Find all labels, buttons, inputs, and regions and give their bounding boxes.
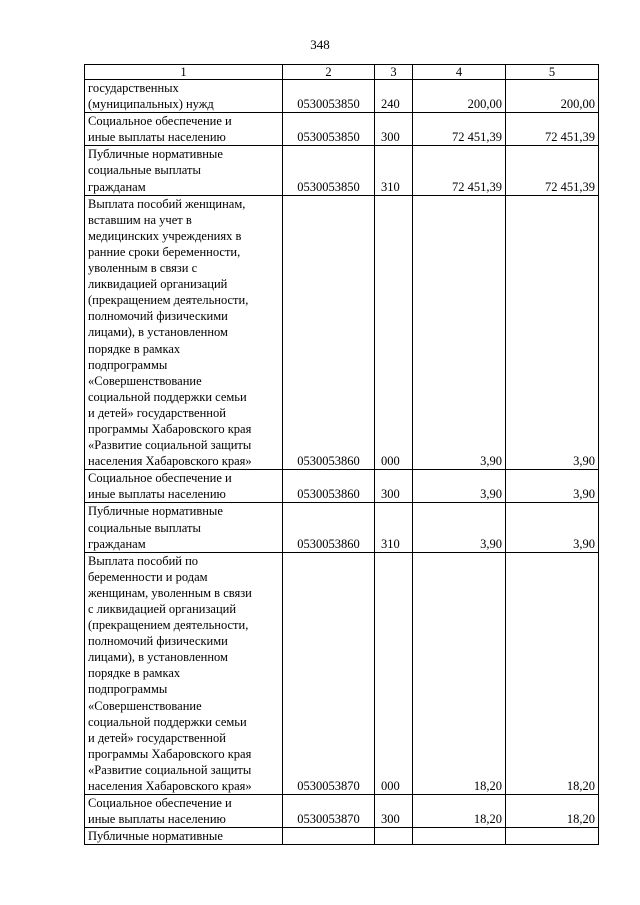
row-name-line: государственных (88, 81, 179, 95)
row-name-line: с ликвидацией организаций (88, 602, 237, 616)
table-row (85, 828, 599, 845)
table-header-row (85, 65, 599, 80)
row-name-cell (85, 195, 283, 470)
row-csr-cell: 0530053860 (283, 503, 375, 552)
row-name-line: лицами), в установленном (88, 650, 228, 665)
row-sum1-cell: 18,20 (413, 552, 506, 794)
row-csr-cell: 0530053850 (283, 113, 375, 146)
row-name-line: порядке в рамках (88, 341, 181, 356)
row-name-cell (85, 503, 283, 552)
row-name-line: социальные выплаты (88, 520, 201, 535)
row-vr-cell: 300 (375, 113, 413, 146)
row-name-cell (85, 828, 283, 845)
table-row (85, 795, 599, 828)
row-name-line: социальной поддержки семьи (88, 389, 247, 404)
row-sum1-cell: 18,20 (413, 795, 506, 828)
row-name-line: Социальное обеспечение и (88, 114, 232, 129)
row-name-line: программы Хабаровского края (88, 746, 252, 761)
row-name-line: населения Хабаровского края» (88, 454, 252, 469)
table-row (85, 195, 599, 470)
row-name-line: и детей» государственной (88, 730, 226, 745)
row-name-line: иные выплаты населению (88, 487, 226, 502)
row-sum1-cell: 200,00 (413, 80, 506, 113)
row-name-line: (прекращением деятельности, (88, 293, 249, 308)
row-name-line: женщинам, уволенным в связи (88, 585, 252, 600)
row-name-line: «Развитие социальной защиты (88, 762, 252, 777)
row-name-line: Социальное обеспечение и (88, 796, 232, 811)
row-name-line: Публичные нормативные (88, 147, 223, 162)
row-name-line: подпрограммы (88, 682, 168, 697)
header-col-1: 1 (85, 65, 283, 80)
row-name-line: полномочий физическими (88, 309, 228, 324)
row-name-line: Публичные нормативные (88, 504, 223, 519)
row-name-cell (85, 552, 283, 794)
row-name-cell (85, 113, 283, 146)
row-sum1-cell: 72 451,39 (413, 113, 506, 146)
row-sum2-cell: 3,90 (506, 470, 599, 503)
table-row (85, 80, 599, 113)
row-sum2-cell: 72 451,39 (506, 146, 599, 195)
row-name-line: уволенным в связи с (88, 261, 198, 276)
row-name-line: «Совершенствование (88, 373, 202, 388)
row-csr-cell: 0530053860 (283, 470, 375, 503)
page-number: 348 (310, 37, 330, 52)
row-sum1-cell: 3,90 (413, 503, 506, 552)
row-name-line: «Совершенствование (88, 698, 202, 713)
row-name-line: «Развитие социальной защиты (88, 438, 252, 453)
row-name-line: Социальное обеспечение и (88, 471, 232, 486)
row-csr-cell: 0530053870 (283, 552, 375, 794)
row-vr-cell: 300 (375, 795, 413, 828)
row-sum2-cell: 18,20 (506, 552, 599, 794)
row-sum2-cell: 72 451,39 (506, 113, 599, 146)
row-name-line: иные выплаты населению (88, 130, 226, 145)
row-name-cell (85, 470, 283, 503)
row-name-cell (85, 795, 283, 828)
row-name-line: (прекращением деятельности, (88, 618, 249, 633)
header-col-5: 5 (506, 65, 599, 80)
row-name-line: населения Хабаровского края» (88, 779, 252, 794)
row-name-line: порядке в рамках (88, 666, 181, 681)
row-csr-cell (283, 828, 375, 845)
row-sum2-cell: 3,90 (506, 503, 599, 552)
table-row (85, 146, 599, 195)
row-name-line: лицами), в установленном (88, 325, 228, 340)
table-row (85, 113, 599, 146)
row-vr-cell: 000 (375, 195, 413, 470)
row-csr-cell: 0530053860 (283, 195, 375, 470)
row-sum2-cell (506, 828, 599, 845)
row-name-line: и детей» государственной (88, 405, 226, 420)
row-name-cell (85, 80, 283, 113)
row-sum1-cell: 3,90 (413, 195, 506, 470)
row-name-line: программы Хабаровского края (88, 421, 252, 436)
table-row (85, 552, 599, 794)
row-name-line: иные выплаты населению (88, 812, 226, 827)
row-name-line: гражданам (88, 179, 146, 194)
header-col-2: 2 (283, 65, 375, 80)
row-sum1-cell: 72 451,39 (413, 146, 506, 195)
table-row (85, 503, 599, 552)
row-vr-cell: 300 (375, 470, 413, 503)
row-name-line: гражданам (88, 536, 146, 551)
row-name-line: подпрограммы (88, 357, 168, 372)
row-csr-cell: 0530053850 (283, 146, 375, 195)
row-sum2-cell: 3,90 (506, 195, 599, 470)
budget-table (84, 64, 599, 845)
row-sum1-cell: 3,90 (413, 470, 506, 503)
row-vr-cell (375, 828, 413, 845)
row-sum2-cell: 18,20 (506, 795, 599, 828)
row-vr-cell: 240 (375, 80, 413, 113)
row-name-line: вставшим на учет в (88, 212, 192, 227)
row-vr-cell: 310 (375, 503, 413, 552)
row-name-line: социальной поддержки семьи (88, 714, 247, 729)
header-col-3: 3 (375, 65, 413, 80)
row-name-line: беременности и родам (88, 569, 208, 584)
table-row (85, 470, 599, 503)
row-csr-cell: 0530053850 (283, 80, 375, 113)
row-csr-cell: 0530053870 (283, 795, 375, 828)
row-name-cell (85, 146, 283, 195)
row-name-line: полномочий физическими (88, 634, 228, 649)
row-name-line: (муниципальных) нужд (88, 97, 214, 112)
row-vr-cell: 310 (375, 146, 413, 195)
row-name-line: Публичные нормативные (88, 829, 223, 844)
row-sum1-cell (413, 828, 506, 845)
header-col-4: 4 (413, 65, 506, 80)
row-name-line: Выплата пособий женщинам, (88, 196, 246, 211)
row-name-line: медицинских учреждениях в (88, 228, 242, 243)
row-name-line: социальные выплаты (88, 163, 201, 178)
row-vr-cell: 000 (375, 552, 413, 794)
row-name-line: ликвидацией организаций (88, 277, 228, 292)
row-name-line: Выплата пособий по (88, 553, 199, 568)
row-name-line: ранние сроки беременности, (88, 244, 241, 259)
row-sum2-cell: 200,00 (506, 80, 599, 113)
